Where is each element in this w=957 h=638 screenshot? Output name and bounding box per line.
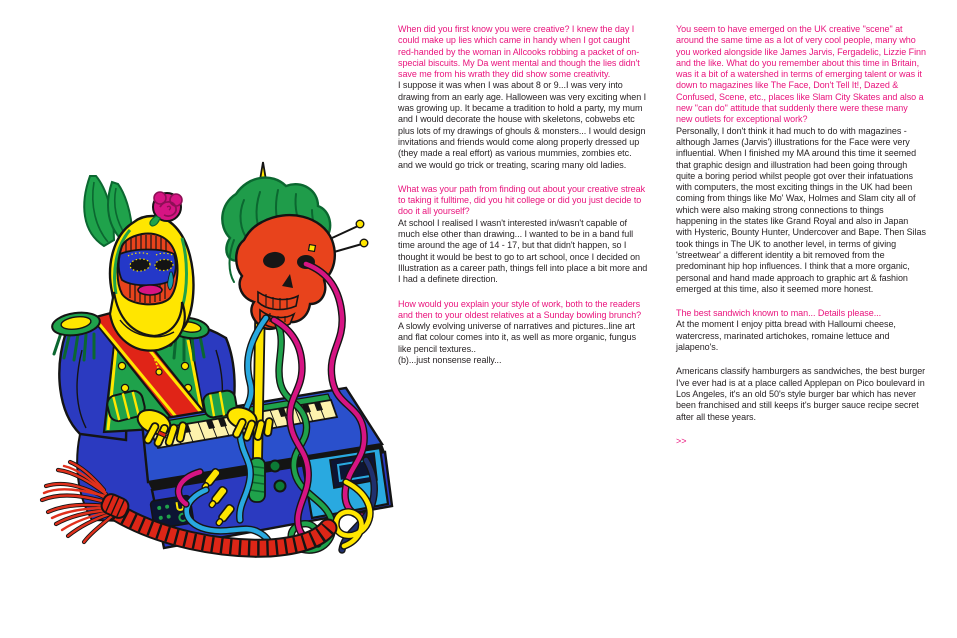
knob [275,481,286,492]
interview-answer: I suppose it was when I was about 8 or 9...I was very into drawing from an early age. Halloween was very exciting when I was growing up. It became a tradition to hold a party, my mum and I would decorate the house with skeletons, cobwebs etc plus lots of my drawings of ghouls & monsters... I would design invitations and friends would come along properly dressed up (they made a real effort) as various mummies, zombies etc. and we would go trick or treating, scaring many old ladies. [398,80,647,170]
pins [332,220,368,252]
epaulette-left [51,310,102,360]
brow-stud [309,245,316,252]
interview-answer: At school I realised I wasn't interested in/wasn't capable of much else other than drawing... I wanted to be in a band full time around the age of 14 - 17, but that didn't happen, so I thought it would be best to go to art school, once I decided on Illustration as a career path, things fell into place a bit more and I had a definete direction. [398,217,648,285]
illustration [30,160,400,570]
lips [138,285,162,295]
skull-on-spike-icon [222,178,368,329]
continuation-marker: >> [676,435,687,446]
interview-question: When did you first know you were creative? I knew the day I could make up lies which came in handy when I got caught red-handed by the woman in Allcooks robbing a packet of on-special biscuits. My Da went mental and though the lies didn't save me from his wrath they did show some creativity. [398,24,640,80]
knob [270,461,281,472]
text-column-2 [676,24,926,447]
interview-answer: A slowly evolving universe of narratives and pictures..line art and flat colour comes into it, as well as more organic, fungus like pencil textures.. [398,321,637,354]
interview-question: You seem to have emerged on the UK creative "scene" at around the same time as a lot of very cool people, many who you worked alongside like James Jarvis, Fergadelic, Lizzie Finn and the like. What do you remember about this time in Britain, was it a bit of a watershed in terms of emerging talent or was it down to magazines like The Face, Don't Tell It!, Dazed & Confused, Scene, etc., places like Slam City Skates and also a new "can do" attitude that suddenly there were these many new outlets for exceptional work? [676,24,926,125]
interview-question: The best sandwich known to man... Details please... [676,308,882,319]
interview-question: What was your path from finding out about your creative streak to taking it fulltime, did you hit college or did you just decide to doo it all yourself? [398,183,646,217]
psychedelic-musician-illustration [30,160,400,570]
interview-answer: Personally, I don't think it had much to do with magazines - although James (Jarvis') illustrations for the Face were very influential. When I finished my MA around this time it seemed that graphic design and illustration had been going through quite a boring period whilst people got over their infatuations with computers, the most exciting things in the UK had been coming from things like Mo' Wax, Holmes and Slam city all of which were also making strong connections to things happening in the states like Grand Royal and also in Japan with Hysteric, Bounty Hunter, Undercover and Bape. Then Silas took things in The UK to another level, in terms of giving 'streetwear' a different identity a bit removed from the predominant hip hop influences. I think that a more organic, personal and hand made approach to graphic art & fashion emerged at this time, also it seemed more honest. [676,125,926,294]
interview-answer: (b)...just nonsense really... [398,355,502,366]
text-column-1 [398,24,648,366]
interview-answer: Americans classify hamburgers as sandwiches, the best burger I've ever had is at a place called Applepan on Pico boulevard in Los Angeles, it's an old 50's style burger bar which has never been franchised and still keeps it's burger sauce recipe secret after all these years. [676,366,926,422]
interview-question: How would you explain your style of work, both to the readers and then to your oldest relatives at a Sunday bowling brunch? [398,298,642,320]
rose-icon [150,192,182,226]
interview-answer: At the moment I enjoy pitta bread with Halloumi cheese, watercress, marinated artichokes, romaine lettuce and jalapeno's. [676,319,896,353]
